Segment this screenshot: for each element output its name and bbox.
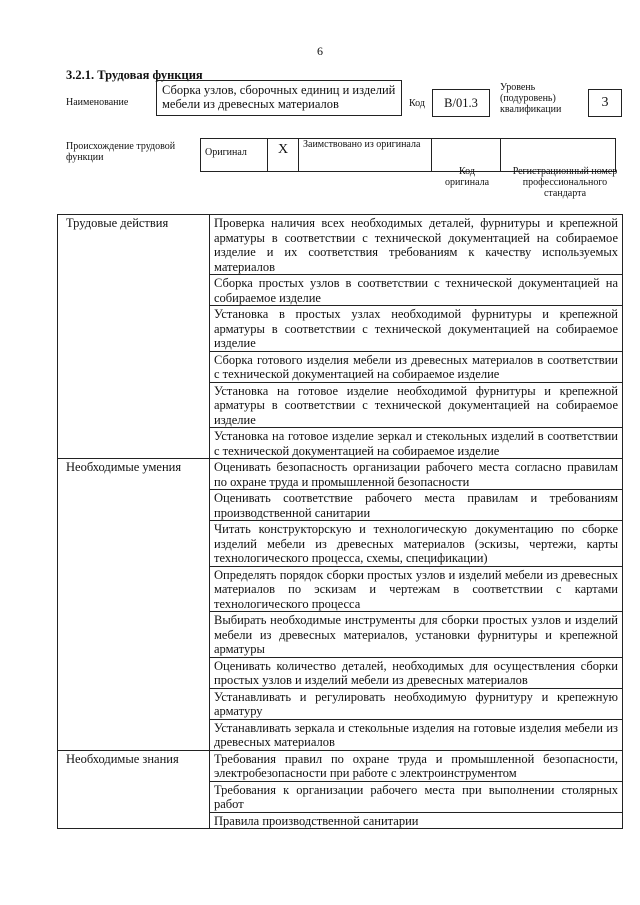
section-item: Сборка простых узлов в соответствии с технической документацией на собираемое изделие [210, 275, 623, 306]
function-name-box [156, 80, 402, 116]
code-label: Код [409, 98, 425, 109]
section-label-cell-required-skills [58, 521, 210, 567]
section-item: Проверка наличия всех необходимых деталей, фурнитуры и крепежной арматуры в соответствии с технической документацией на собираемое изделие и их соответствия требованиям к качеству используемых материалов [210, 215, 623, 275]
section-item: Правила производственной санитарии [210, 812, 623, 829]
section-label-cell-labor-actions [58, 382, 210, 428]
section-item: Определять порядок сборки простых узлов и изделий мебели из древесных материалов по эскизам и чертежам в соответствии с картами технологического процесса [210, 566, 623, 612]
section-title: 3.2.1. Трудовая функция [66, 68, 203, 82]
name-label: Наименование [66, 97, 129, 108]
table-row [58, 215, 623, 275]
original-label: Оригинал [205, 147, 247, 158]
borrowed-label: Заимствовано из оригинала [303, 139, 421, 150]
section-label-cell-labor-actions [58, 306, 210, 352]
section-label-cell-required-skills [58, 459, 210, 490]
section-label-cell-required-skills [58, 566, 210, 612]
section-label: Необходимые умения [66, 460, 182, 474]
section-label-cell-labor-actions [58, 351, 210, 382]
section-label-cell-required-knowledge [58, 781, 210, 812]
table-row [58, 566, 623, 612]
section-item: Устанавливать и регулировать необходимую фурнитуру и крепежную арматуру [210, 688, 623, 719]
section-label-cell-required-knowledge [58, 812, 210, 829]
table-row [58, 382, 623, 428]
section-item: Выбирать необходимые инструменты для сборки простых узлов и изделий мебели из древесных материалов, установки фурнитуры и крепежной арматуры [210, 612, 623, 658]
section-item: Установка на готовое изделие зеркал и стекольных изделий в соответствии с технической документацией на собираемое изделие [210, 428, 623, 459]
level-box [588, 89, 622, 117]
section-item: Установка на готовое изделие необходимой фурнитуры и крепежной арматуры в соответствии с технической документацией на собираемое изделие [210, 382, 623, 428]
level-label: Уровень (подуровень) квалификации [500, 82, 562, 115]
borrowed-label-cell [299, 139, 432, 172]
table-row [58, 750, 623, 781]
table-row [58, 657, 623, 688]
function-table [57, 214, 623, 829]
section-label-cell-required-skills [58, 657, 210, 688]
section-label-cell-required-skills [58, 688, 210, 719]
section-label-cell-required-skills [58, 719, 210, 750]
section-item: Оценивать количество деталей, необходимых для осуществления сборки простых узлов и изделий мебели из древесных материалов [210, 657, 623, 688]
function-name-value: Сборка узлов, сборочных единиц и изделий мебели из древесных материалов [162, 83, 396, 111]
section-item: Требования к организации рабочего места при выполнении столярных работ [210, 781, 623, 812]
section-item: Оценивать безопасность организации рабочего места согласно правилам по охране труда и промышленной безопасности [210, 459, 623, 490]
table-row [58, 459, 623, 490]
table-row [58, 490, 623, 521]
original-label-cell [201, 139, 268, 172]
section-label: Трудовые действия [66, 216, 169, 230]
section-label-cell-labor-actions [58, 215, 210, 275]
table-row [58, 781, 623, 812]
table-row [58, 688, 623, 719]
table-row [58, 719, 623, 750]
section-item: Оценивать соответствие рабочего места правилам и требованиям производственной санитарии [210, 490, 623, 521]
section-label-cell-labor-actions [58, 428, 210, 459]
code-box [432, 89, 490, 117]
code-value: В/01.3 [444, 96, 478, 110]
section-item: Сборка готового изделия мебели из древесных материалов в соответствии с технической документацией на собираемое изделие [210, 351, 623, 382]
original-mark-cell [268, 139, 299, 172]
section-item: Требования правил по охране труда и промышленной безопасности, электробезопасности при работе с электроинструментом [210, 750, 623, 781]
page-number: 6 [317, 44, 323, 58]
section-item: Читать конструкторскую и технологическую документацию по сборке изделий мебели из древесных материалов (эскизы, чертежи, карты технологического процесса, схемы, спецификации) [210, 521, 623, 567]
table-row [58, 812, 623, 829]
section-label-cell-required-skills [58, 490, 210, 521]
table-row [58, 521, 623, 567]
section-item: Устанавливать зеркала и стекольные изделия на готовые изделия мебели из древесных материалов [210, 719, 623, 750]
reg-caption: Регистрационный номер профессионального стандарта [512, 166, 618, 199]
section-item: Установка в простых узлах необходимой фурнитуры и крепежной арматуры в соответствии с технической документацией на собираемое изделие [210, 306, 623, 352]
table-row [58, 306, 623, 352]
table-row [58, 275, 623, 306]
table-row [58, 612, 623, 658]
section-label-cell-labor-actions [58, 275, 210, 306]
section-label-cell-required-skills [58, 612, 210, 658]
original-mark: X [277, 142, 289, 157]
origin-label: Происхождение трудовой функции [66, 141, 176, 163]
section-label: Необходимые знания [66, 751, 179, 766]
code-caption: Код оригинала [444, 166, 490, 188]
level-value: 3 [601, 95, 609, 110]
section-label-cell-required-knowledge [58, 750, 210, 781]
table-row [58, 351, 623, 382]
table-row [58, 428, 623, 459]
